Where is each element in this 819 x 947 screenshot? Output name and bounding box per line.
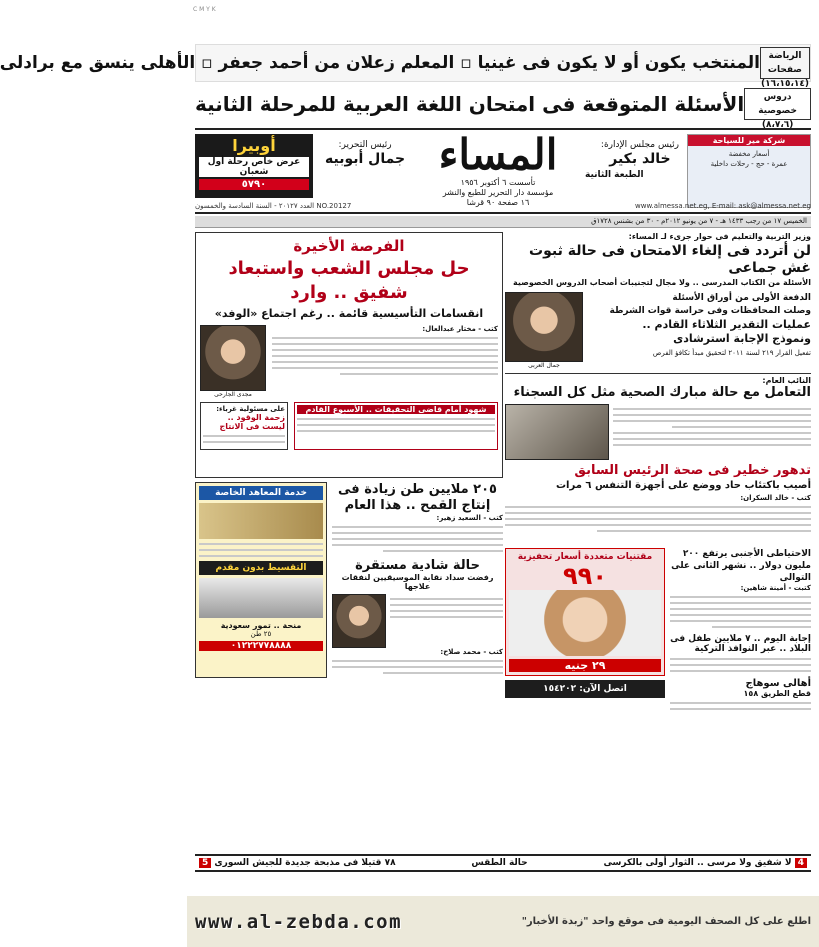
weather-label[interactable]: حالة الطقس bbox=[471, 858, 528, 868]
decision-note: تفعيل القرار ٢١٩ لسنة ٢٠١١ لتحقيق مبدأ تكافؤ الفرص bbox=[652, 349, 811, 357]
deal-ad-price: ٩٩٠ bbox=[563, 562, 607, 590]
founded-line: تأسست ٦ أكتوبر ١٩٥٦ bbox=[460, 178, 536, 187]
left-teaser-page: 5 bbox=[199, 858, 211, 868]
board-chair-label: رئيس مجلس الإدارة: bbox=[600, 140, 679, 150]
travel-ad-subtitle: أسعار مخفضة bbox=[728, 150, 770, 158]
bottom-teaser-bar bbox=[195, 854, 811, 872]
right-teaser-text: لا شفيق ولا مرسى .. الثوار أولى بالكرسى bbox=[603, 858, 792, 868]
last-chance-frame bbox=[195, 232, 503, 478]
issue-number: العدد ٢٠١٢٧ - السنة السادسة والخمسون NO.20127 bbox=[195, 202, 352, 210]
prosecutor-label: النائب العام: bbox=[762, 376, 811, 385]
lessons-pages-label: دروس خصوصية bbox=[758, 92, 798, 116]
notice-ad[interactable]: اتصل الآن: ١٥٤٢٠٢ bbox=[505, 680, 665, 698]
reserves-author: كتبت - أمينة شاهين: bbox=[740, 584, 811, 592]
price-line: ١٦ صفحة ٩٠ قرشا bbox=[466, 198, 530, 207]
last-chance-kicker: الفرصة الأخيرة bbox=[293, 237, 405, 255]
travel-ad-title: شركة مير للسياحة bbox=[688, 135, 810, 146]
health-subheadline: أصيب باكتئاب حاد ووضع على أجهزة التنفس ٦ مرات bbox=[556, 480, 811, 491]
footer-url[interactable]: www.al-zebda.com bbox=[195, 910, 403, 933]
health-headline[interactable]: تدهور خطير فى صحة الرئيس السابق bbox=[574, 463, 811, 478]
minister-kicker: وزير التربية والتعليم فى حوار جرىء لـ المساء: bbox=[628, 232, 811, 241]
publisher-line: مؤسسة دار التحرير للطبع والنشر bbox=[442, 188, 554, 197]
travel-ad[interactable] bbox=[687, 134, 811, 208]
board-chair-box bbox=[601, 138, 679, 166]
minister-headline[interactable]: لن أتردد فى إلغاء الامتحان فى حالة ثبوت غش جماعى bbox=[529, 243, 811, 276]
fuel-sidebar-sub[interactable]: زحمة الوقود .. ليست فى الانتاج bbox=[219, 413, 285, 431]
mubarak-photo bbox=[505, 404, 609, 460]
bullet-1: الدفعة الأولى من أوراق الأسئلة bbox=[672, 293, 811, 303]
holiday-sub: ٢٥ طن bbox=[250, 630, 272, 638]
parliament-photo-caption: مجدى الجارحى bbox=[214, 391, 252, 398]
newspaper-logo[interactable] bbox=[413, 132, 583, 208]
cars-ad-title[interactable]: التقسيط بدون مقدم bbox=[199, 561, 323, 575]
exam-headline-bar bbox=[195, 84, 811, 130]
shadia-photo bbox=[332, 594, 386, 648]
sports-pages-box[interactable] bbox=[760, 47, 810, 89]
masthead-footer bbox=[195, 202, 811, 210]
editor-label: رئيس التحرير: bbox=[338, 140, 392, 150]
masthead bbox=[195, 128, 811, 214]
footer-slogan: اطلع على كل الصحف اليومية فى موقع واحد "زبدة الأخبار" bbox=[521, 916, 811, 927]
wheat-headline[interactable]: ٢٠٥ ملايين طن زيادة فى إنتاج القمح .. هذا العام bbox=[338, 482, 497, 513]
fuel-sidebar-title: على مسئولية غرباء: bbox=[216, 405, 285, 413]
date-strip: الخميس ١٧ من رجب ١٤٣٣ هـ - ٧ من يونيو ٢٠١٢م - ٣٠ من بشنس ١٧٢٨ق bbox=[195, 216, 811, 228]
deal-ad-title[interactable]: مقتنيات متعددة أسعار تحفيزية bbox=[517, 552, 653, 562]
lower-right-block bbox=[505, 548, 811, 714]
board-chair-name: خالد بكير bbox=[609, 151, 671, 167]
parliament-photo bbox=[200, 325, 266, 391]
opera-offer: عرض خاص رحلة أول شعبان bbox=[199, 157, 309, 177]
exam-headline[interactable]: الأسئلة المتوقعة فى امتحان اللغة العربية للمرحلة الثانية bbox=[195, 92, 745, 116]
left-teaser-text: ٧٨ قتيلا فى مذبحة جديدة للجيش السورى bbox=[214, 858, 396, 868]
editor-name: جمال أبوبيه bbox=[325, 151, 406, 167]
minister-photo bbox=[505, 292, 583, 362]
deal-ad-price2: ٢٩ جنيه bbox=[509, 659, 661, 672]
shadia-subheadline: رفضت سداد نقابة الموسيقيين لنفقات علاجها bbox=[341, 573, 494, 591]
health-author: كتب - خالد السكران: bbox=[740, 494, 811, 502]
edu-ad-title[interactable]: خدمة المعاهد الخاصة bbox=[199, 486, 323, 500]
parliament-headline[interactable]: حل مجلس الشعب واستبعاد شفيق .. وارد bbox=[228, 258, 470, 303]
cars-ad-image bbox=[199, 578, 323, 618]
kids-headline[interactable]: إجابة اليوم .. ٧ ملايين طفل فى البلاد .. عبر النوافذ التركية bbox=[670, 634, 811, 654]
right-teaser[interactable] bbox=[603, 858, 807, 868]
mubarak-headline[interactable]: التعامل مع حالة مبارك الصحية مثل كل السجناء bbox=[513, 385, 811, 400]
bullet-3: عمليات التقدير الثلاثاء القادم .. bbox=[642, 318, 811, 331]
shofeq-headline[interactable]: شهود أمام قاضى التحقيقات .. الأسبوع القادم bbox=[297, 405, 495, 414]
left-column bbox=[195, 232, 503, 678]
minister-photo-caption: جمال العربى bbox=[528, 362, 560, 369]
right-teaser-page: 4 bbox=[795, 858, 807, 868]
edition-label: الطبعة الثانية bbox=[585, 170, 644, 180]
top-headline-bar bbox=[0, 44, 811, 89]
editor-box bbox=[325, 138, 405, 166]
reserves-headline[interactable]: الاحتياطى الأجنبى يرتفع ٢٠٠ مليون دولار .. نشهر الثانى على التوالى bbox=[671, 549, 811, 583]
edu-ad-image bbox=[199, 503, 323, 539]
shadia-headline[interactable]: حالة شادية مستقرة bbox=[355, 558, 480, 573]
shadia-author: كتب - محمد صلاح: bbox=[440, 648, 503, 656]
lessons-pages-numbers: (٨،٧،٦) bbox=[761, 120, 794, 130]
parliament-subheadline: انقسامات التأسيسية قائمة .. رغم اجتماع «الوفد» bbox=[214, 307, 484, 320]
opera-brand: أوبيرا bbox=[232, 136, 276, 155]
bullet-2: وصلت المحافظات وفى حراسة قوات الشرطة bbox=[609, 306, 811, 316]
sohag-headline[interactable]: أهالى سوهاج bbox=[745, 678, 811, 689]
right-column bbox=[505, 232, 811, 536]
sohag-sub: قطع الطريق ١٥٨ bbox=[743, 689, 811, 698]
contact-urls[interactable]: www.almessa.net.eg, E-mail: ask@almessa.net.eg bbox=[635, 202, 811, 210]
lessons-pages-box[interactable] bbox=[744, 88, 811, 130]
opera-price: ٥٧٩٠ bbox=[199, 179, 309, 190]
opera-travel-ad[interactable] bbox=[195, 134, 313, 198]
left-teaser[interactable] bbox=[199, 858, 396, 868]
minister-subtitle: الأسئلة من الكتاب المدرسى .. ولا مجال لتجنيبات أصحاب الدروس الخصوصية bbox=[512, 278, 811, 287]
holiday-headline: منحة .. تمور سعودية bbox=[220, 621, 302, 630]
sports-pages-numbers: (١٦،١٥،١٤) bbox=[760, 79, 809, 89]
deal-ad-photo bbox=[509, 590, 661, 656]
travel-ad-lines: عمرة - حج - رحلات داخلية bbox=[710, 160, 788, 168]
logo-wordmark: المساء bbox=[438, 130, 558, 179]
cmyk-marker: C M Y K bbox=[193, 6, 216, 13]
sports-pages-label: الرياضة صفحات bbox=[767, 51, 803, 75]
parliament-author: كتب - مختار عبدالعال: bbox=[422, 325, 498, 333]
wheat-author: كتب - السعيد زهير: bbox=[436, 514, 503, 522]
bullet-4: ونموذج الإجابة استرشادى bbox=[673, 332, 811, 345]
ads-hotline[interactable]: ٠١٢٢٢٧٧٨٨٨٨ bbox=[199, 641, 323, 651]
sports-headline[interactable]: المنتخب يكون أو لا يكون فى غينيا ▫ المعلم زعلان من أحمد جعفر ▫ الأهلى ينسق مع برادلى bbox=[0, 53, 760, 73]
watermark-footer bbox=[187, 896, 819, 947]
